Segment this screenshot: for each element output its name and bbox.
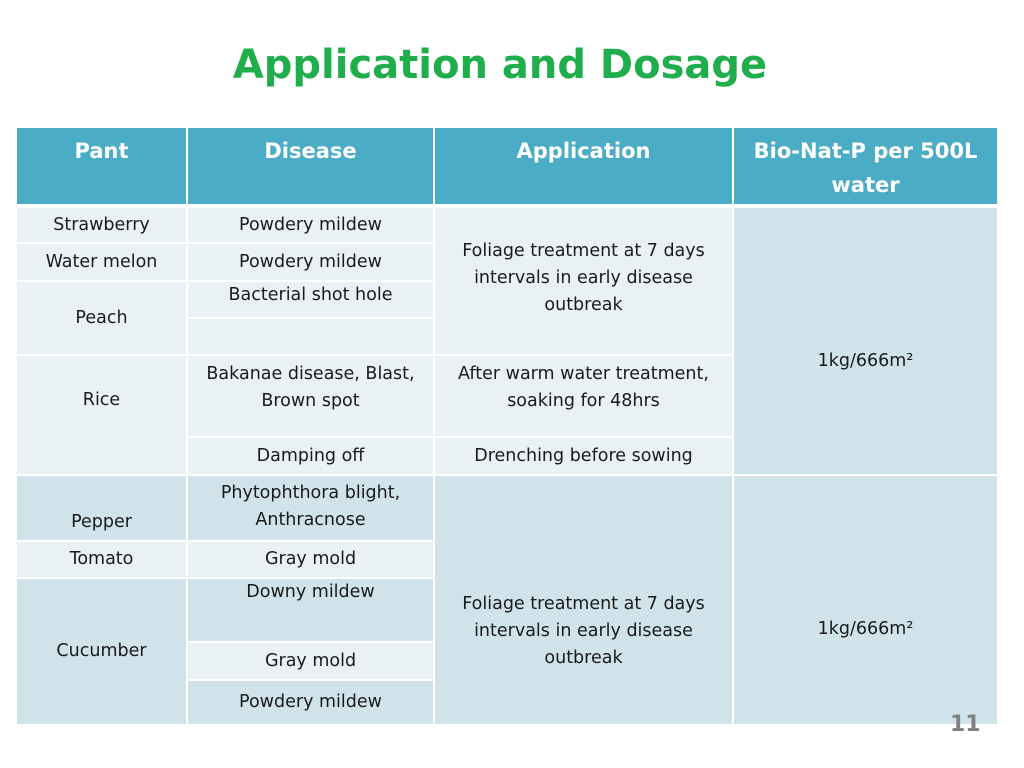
header-dosage: Bio-Nat-P per 500L water (734, 128, 999, 208)
header-application: Application (435, 128, 734, 208)
application-cell: Foliage treatment at 7 days intervals in early disease outbreak (435, 208, 734, 356)
plant-cell: Tomato (17, 542, 188, 579)
application-cell: Foliage treatment at 7 days intervals in early disease outbreak (435, 476, 734, 726)
dosage-cell: 1kg/666m² (734, 476, 999, 726)
slide-title: Application and Dosage (232, 42, 768, 88)
disease-cell: Damping off (188, 438, 435, 476)
application-cell: After warm water treatment, soaking for 48hrs (435, 356, 734, 438)
plant-cell: Water melon (17, 244, 188, 282)
dosage-table (17, 128, 999, 726)
table-row (17, 476, 999, 542)
header-plant: Pant (17, 128, 188, 208)
application-cell: Drenching before sowing (435, 438, 734, 476)
disease-cell: Gray mold (188, 643, 435, 681)
plant-cell: Peach (17, 282, 188, 356)
page-number: 11 (950, 712, 981, 737)
disease-cell: Bakanae disease, Blast, Brown spot (188, 356, 435, 438)
plant-cell: Rice (17, 356, 188, 476)
plant-cell: Pepper (17, 476, 188, 542)
disease-cell: Powdery mildew (188, 208, 435, 244)
disease-cell (188, 319, 435, 356)
plant-cell: Strawberry (17, 208, 188, 244)
disease-cell: Powdery mildew (188, 244, 435, 282)
disease-cell: Powdery mildew (188, 681, 435, 726)
disease-cell: Phytophthora blight, Anthracnose (188, 476, 435, 542)
table-row (17, 208, 999, 244)
disease-cell: Bacterial shot hole (188, 282, 435, 319)
plant-cell: Cucumber (17, 579, 188, 726)
dosage-cell: 1kg/666m² (734, 208, 999, 476)
table-header-row (17, 128, 999, 208)
disease-cell: Downy mildew (188, 579, 435, 643)
disease-cell: Gray mold (188, 542, 435, 579)
header-disease: Disease (188, 128, 435, 208)
